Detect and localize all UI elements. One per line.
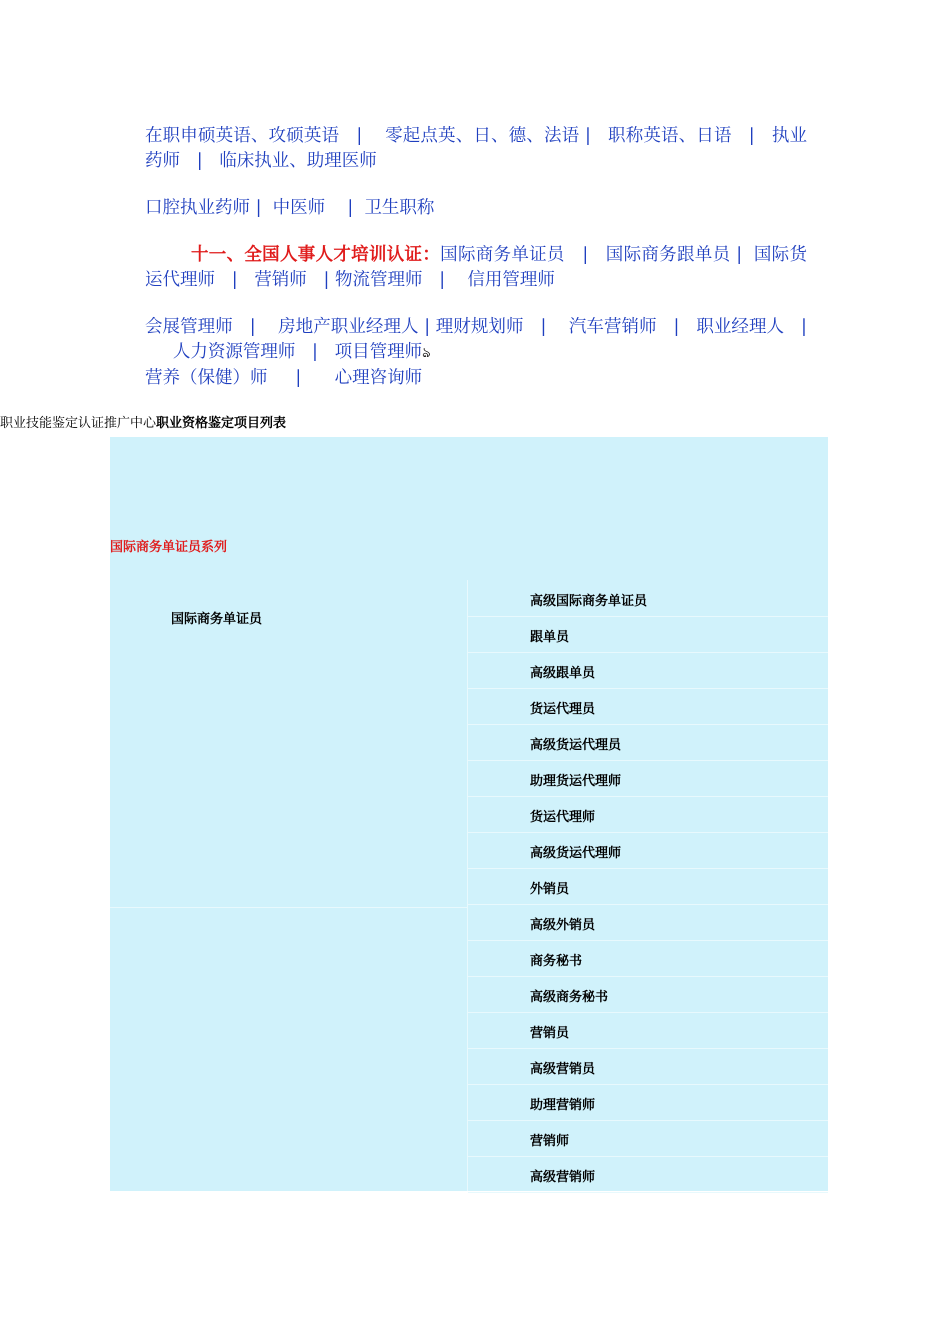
table-row	[468, 905, 828, 941]
link-manager[interactable]: 职业经理人	[696, 317, 785, 337]
separator: |	[347, 198, 354, 218]
link-psych[interactable]: 心理咨询师	[334, 368, 423, 388]
link-freight[interactable]: 国际货运代理师	[145, 245, 807, 290]
table-row	[468, 653, 828, 689]
separator: |	[584, 126, 591, 146]
separator: |	[582, 245, 589, 265]
table-cell-label: 高级货运代理师	[530, 846, 622, 861]
separator: |	[424, 317, 431, 337]
link-dental[interactable]: 口腔执业药师	[145, 198, 250, 218]
link-project[interactable]: 项目管理师	[334, 342, 423, 362]
table-caption	[0, 414, 286, 434]
link-doc-clerk[interactable]: 国际商务单证员	[440, 245, 565, 265]
table-row	[468, 977, 828, 1013]
table-row	[468, 725, 828, 761]
link-logistics[interactable]: 物流管理师	[335, 270, 423, 290]
right-column	[468, 581, 828, 1193]
table-cell-label: 高级国际商务单证员	[530, 594, 648, 609]
table-cell-label: 营销师	[530, 1134, 570, 1149]
link-health-title[interactable]: 卫生职称	[364, 198, 435, 218]
left-category-label: 国际商务单证员	[171, 612, 263, 627]
table-row	[468, 1157, 828, 1193]
link-auto-sales[interactable]: 汽车营销师	[568, 317, 657, 337]
separator: |	[323, 270, 330, 290]
table-cell-label: 高级货运代理员	[530, 738, 622, 753]
separator: |	[748, 126, 755, 146]
separator: |	[196, 151, 203, 171]
series-title: 国际商务单证员系列	[110, 540, 228, 555]
table-cell-label: 助理营销师	[530, 1098, 596, 1113]
separator: |	[295, 368, 302, 388]
separator: |	[736, 245, 743, 265]
table-cell-label: 高级营销员	[530, 1062, 596, 1077]
link-real-estate[interactable]: 房地产职业经理人	[278, 317, 419, 337]
table-row	[468, 761, 828, 797]
separator: |	[255, 198, 262, 218]
qualification-table	[110, 437, 828, 1191]
separator: |	[231, 270, 238, 290]
table-row	[468, 869, 828, 905]
link-exhibition[interactable]: 会展管理师	[145, 317, 233, 337]
table-row	[468, 1013, 828, 1049]
separator: |	[439, 270, 446, 290]
separator: |	[540, 317, 547, 337]
table-row	[468, 1085, 828, 1121]
table-row	[468, 617, 828, 653]
table-row	[468, 581, 828, 617]
table-cell-label: 高级商务秘书	[530, 990, 609, 1005]
caption-bold: 职业资格鉴定项目列表	[156, 416, 287, 431]
separator: |	[312, 342, 318, 362]
separator: |	[249, 317, 256, 337]
table-cell-label: 外销员	[530, 882, 570, 897]
link-marketer[interactable]: 营销师	[254, 270, 307, 290]
table-row	[468, 833, 828, 869]
table-row	[468, 689, 828, 725]
table-cell-label: 货运代理师	[530, 810, 596, 825]
table-row	[468, 797, 828, 833]
link-nutrition[interactable]: 营养（保健）师	[145, 368, 268, 388]
link-hr[interactable]: 人力资源管理师	[172, 342, 296, 362]
separator: |	[801, 317, 807, 337]
paragraph-2	[145, 196, 807, 221]
paragraph-3	[145, 243, 807, 293]
table-cell-label: 高级跟单员	[530, 666, 596, 681]
table-cell-label: 高级营销师	[530, 1170, 596, 1185]
table-cell-label: 助理货运代理师	[530, 774, 622, 789]
table-cell-label: 跟单员	[530, 630, 570, 645]
link-merchandiser[interactable]: 国际商务跟单员	[605, 245, 731, 265]
separator: |	[673, 317, 680, 337]
table-cell-label: 货运代理员	[530, 702, 596, 717]
caption-normal: 职业技能鉴定认证推广中心	[0, 416, 157, 431]
paragraph-4	[145, 315, 807, 391]
table-cell-label: 商务秘书	[530, 954, 583, 969]
link-clinical[interactable]: 临床执业、助理医师	[219, 151, 377, 171]
section-heading: 十一、全国人事人才培训认证：	[191, 245, 441, 265]
table-cell-label: 营销员	[530, 1026, 570, 1041]
link-financial[interactable]: 理财规划师	[435, 317, 524, 337]
left-cell	[110, 580, 468, 908]
table-cell-label: 高级外销员	[530, 918, 596, 933]
separator: |	[356, 126, 363, 146]
stray-glyph: ঌ	[422, 345, 431, 361]
link-tcm[interactable]: 中医师	[272, 198, 326, 218]
link-english[interactable]: 在职申硕英语、攻硕英语	[145, 126, 340, 146]
paragraph-1	[145, 124, 807, 174]
link-title-english[interactable]: 职称英语、日语	[608, 126, 732, 146]
table-row	[468, 1121, 828, 1157]
table-row	[468, 1049, 828, 1085]
left-cell-lower	[110, 907, 468, 1191]
link-pharmacist[interactable]: 执业药师	[145, 126, 807, 171]
link-languages[interactable]: 零起点英、日、德、法语	[385, 126, 580, 146]
table-row	[468, 941, 828, 977]
link-credit[interactable]: 信用管理师	[467, 270, 555, 290]
